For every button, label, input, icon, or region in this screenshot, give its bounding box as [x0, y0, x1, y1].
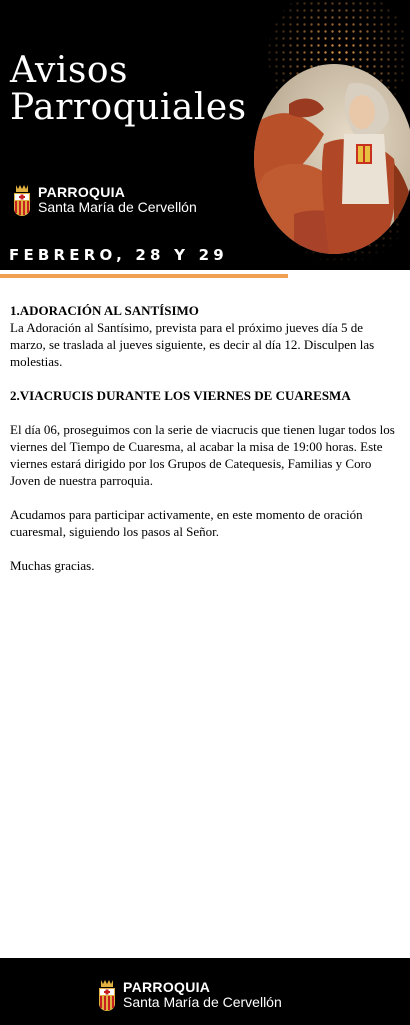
closing-text: Muchas gracias. — [10, 558, 95, 573]
notice-1-text: La Adoración al Santísimo, prevista para el próximo jueves día 5 de marzo, se traslada al jueves siguiente, es decir al día 12. Disculpen las molestias. — [10, 320, 375, 369]
footer-parish-logo — [97, 978, 282, 1012]
notice-2-text-2: Acudamos para participar activamente, en este momento de oración cuaresmal, siguiendo los pasos al Señor. — [10, 507, 363, 539]
coat-of-arms-icon — [97, 978, 117, 1012]
title-line-1: Avisos — [10, 50, 129, 91]
parish-logo — [12, 183, 197, 217]
footer-logo-line-1: PARROQUIA — [123, 979, 211, 995]
footer-logo-line-2: Santa María de Cervellón — [123, 994, 282, 1010]
notices-body — [10, 302, 400, 574]
saint-sculpture-image — [254, 64, 410, 254]
logo-line-2: Santa María de Cervellón — [38, 199, 197, 215]
date-label: FEBRERO, 28 Y 29 — [9, 246, 228, 264]
accent-divider — [0, 274, 288, 278]
notice-2-title: 2.VIACRUCIS DURANTE LOS VIERNES DE CUARESMA — [10, 388, 351, 403]
notice-2-text-1: El día 06, proseguimos con la serie de viacrucis que tienen lugar todos los viernes del Tiempo de Cuaresma, al acabar la misa de 19:00 horas. Este viernes estará dirigido por los Grupos de Catequesis, Familias y Coro Joven de nuestra parroquia. — [10, 422, 395, 488]
logo-line-1: PARROQUIA — [38, 184, 126, 200]
header-banner — [0, 0, 410, 270]
notice-1-title: 1.ADORACIÓN AL SANTÍSIMO — [10, 303, 199, 318]
footer-banner — [0, 958, 410, 1025]
page-title — [10, 52, 247, 126]
coat-of-arms-icon — [12, 183, 32, 217]
title-line-2: Parroquiales — [10, 87, 247, 128]
